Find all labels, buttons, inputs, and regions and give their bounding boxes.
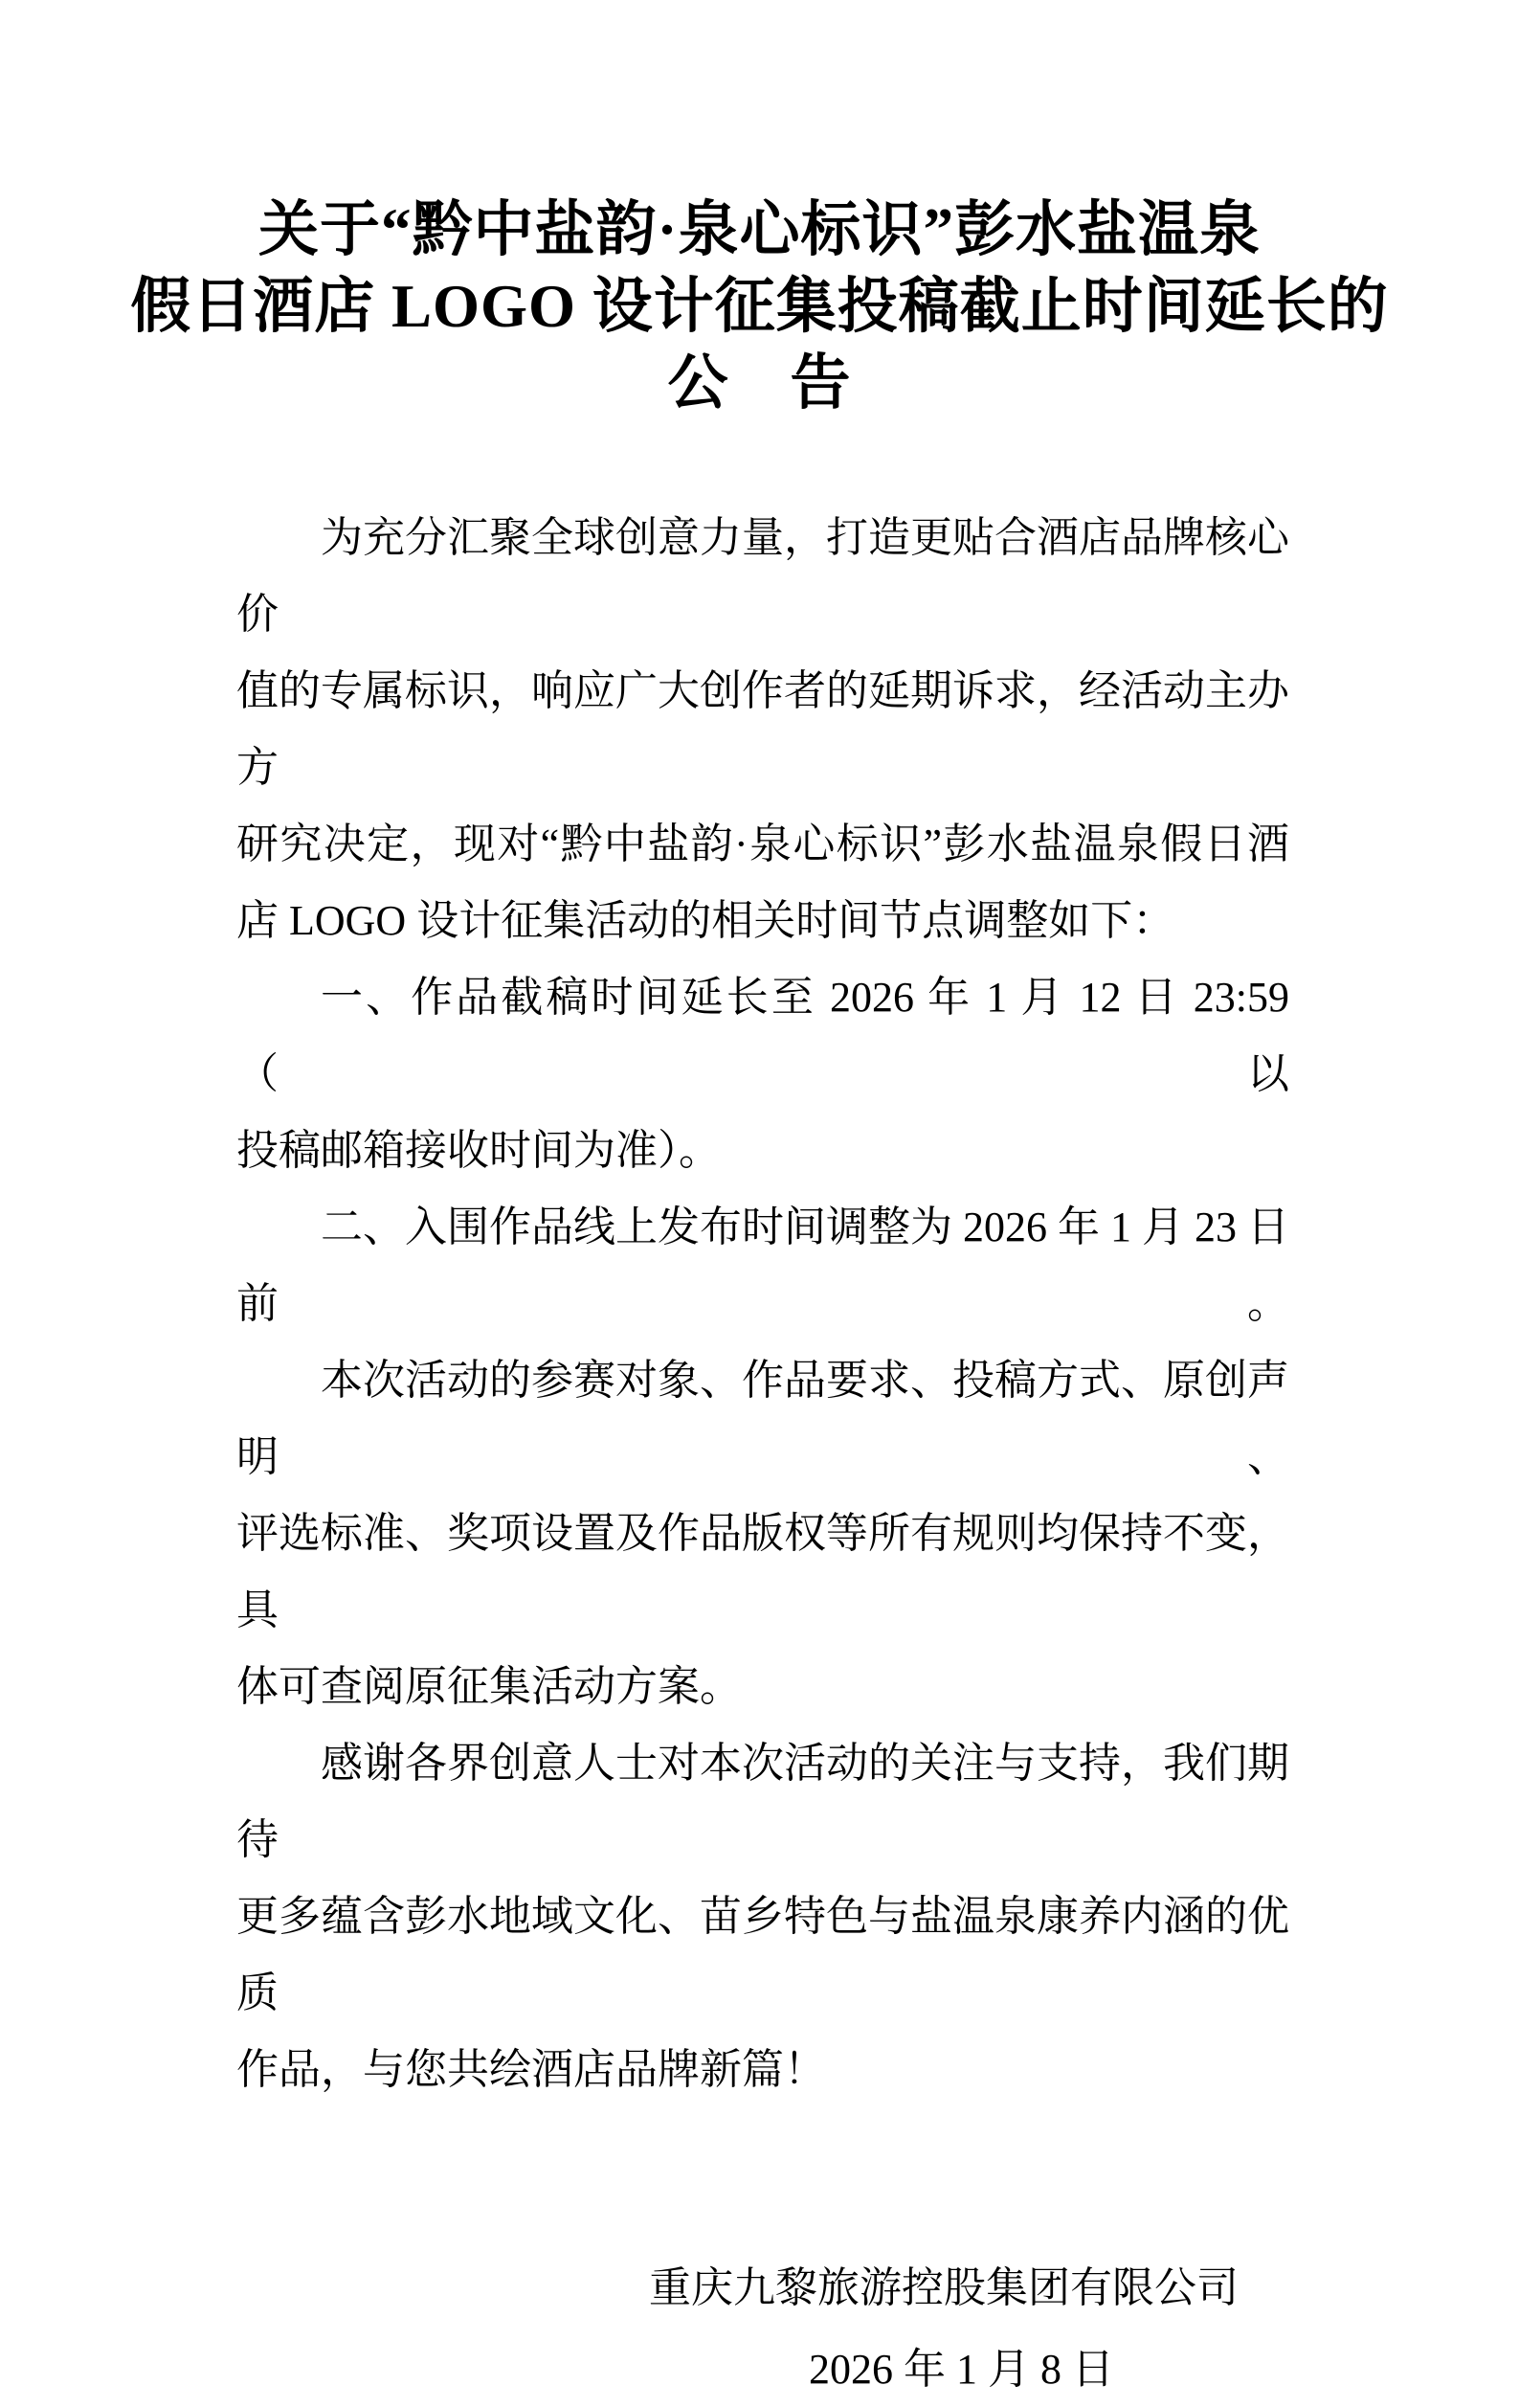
body-line: 一、作品截稿时间延长至 2026 年 1 月 12 日 23:59（以 (236, 974, 1289, 1097)
body-line: 研究决定，现对“黔中盐韵·泉心标识”彭水盐温泉假日酒 (236, 821, 1289, 867)
body-line: 本次活动的参赛对象、作品要求、投稿方式、原创声明、 (236, 1357, 1289, 1480)
body-line: 为充分汇聚全球创意力量，打造更贴合酒店品牌核心价 (236, 514, 1289, 638)
body-line: 作品，与您共绘酒店品牌新篇！ (236, 2046, 826, 2093)
signature-date: 2026 年 1 月 8 日 (809, 2346, 1114, 2393)
document-body (236, 500, 1289, 2108)
body-line: 值的专属标识，响应广大创作者的延期诉求，经活动主办方 (236, 667, 1289, 791)
body-line: 感谢各界创意人士对本次活动的关注与支持，我们期待 (236, 1740, 1289, 1863)
title-line-3: 公 告 (667, 349, 852, 416)
body-line: 店 LOGO 设计征集活动的相关时间节点调整如下： (236, 897, 1175, 944)
title-line-2: 假日酒店 LOGO 设计征集投稿截止时间延长的 (130, 273, 1389, 340)
document-title (0, 0, 1519, 421)
body-line: 体可查阅原征集活动方案。 (236, 1663, 742, 1710)
body-line: 评选标准、奖项设置及作品版权等所有规则均保持不变，具 (236, 1510, 1289, 1633)
title-line-1: 关于“黔中盐韵·泉心标识”彭水盐温泉 (257, 196, 1261, 263)
signature-company: 重庆九黎旅游控股集团有限公司 (649, 2264, 1239, 2311)
signature-block (0, 2250, 1519, 2408)
body-line: 更多蕴含彭水地域文化、苗乡特色与盐温泉康养内涵的优质 (236, 1893, 1289, 2016)
body-line: 二、入围作品线上发布时间调整为 2026 年 1 月 23 日前。 (236, 1204, 1289, 1327)
body-line: 投稿邮箱接收时间为准）。 (236, 1127, 721, 1174)
